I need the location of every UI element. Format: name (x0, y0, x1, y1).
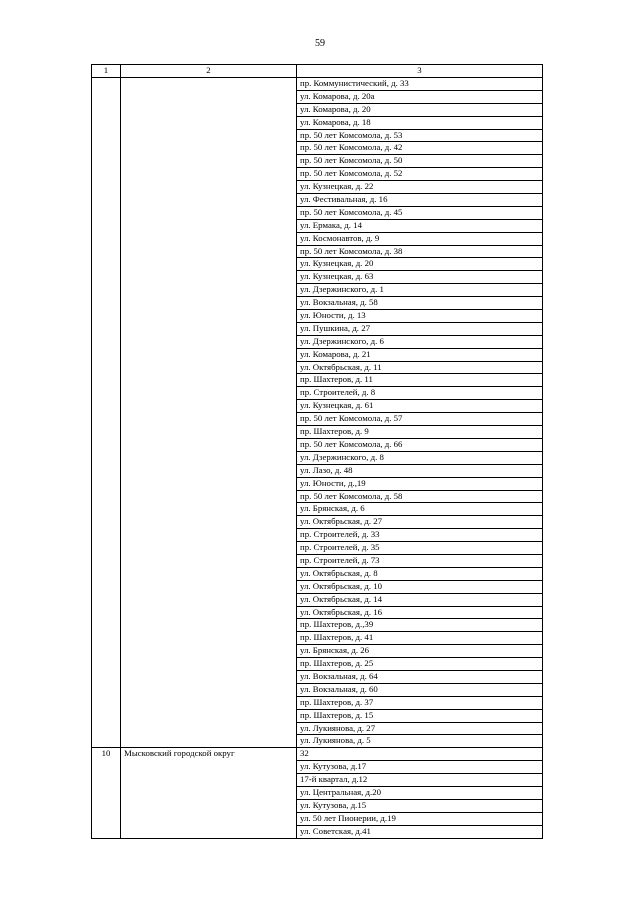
address-cell: пр. 50 лет Комсомола, д. 38 (297, 245, 543, 258)
district-cell (121, 78, 297, 748)
address-cell: ул. Октябрьская, д. 8 (297, 567, 543, 580)
address-cell: пр. 50 лет Комсомола, д. 53 (297, 129, 543, 142)
header-col-2: 2 (121, 65, 297, 78)
address-cell: ул. Центральная, д.20 (297, 786, 543, 799)
address-cell: ул. Вокзальная, д. 58 (297, 297, 543, 310)
address-cell: ул. Кузнецкая, д. 20 (297, 258, 543, 271)
table-row (92, 78, 543, 91)
address-cell: пр. 50 лет Комсомола, д. 52 (297, 168, 543, 181)
address-cell: пр. Шахтеров, д. 11 (297, 374, 543, 387)
page-number: 59 (315, 38, 325, 49)
address-cell: пр. 50 лет Комсомола, д. 50 (297, 155, 543, 168)
address-cell: ул. Фестивальная, д. 16 (297, 194, 543, 207)
address-table (91, 64, 543, 839)
address-cell: ул. Комарова, д. 20а (297, 90, 543, 103)
address-cell: ул. Октябрьская, д. 16 (297, 606, 543, 619)
address-cell: пр. Строителей, д. 8 (297, 387, 543, 400)
address-cell: ул. Дзержинского, д. 1 (297, 284, 543, 297)
address-cell: пр. Шахтеров, д. 37 (297, 696, 543, 709)
address-cell: пр. 50 лет Комсомола, д. 57 (297, 413, 543, 426)
district-cell: Мысковский городской округ (121, 748, 297, 838)
address-cell: ул. Октябрьская, д. 14 (297, 593, 543, 606)
address-cell: пр. Шахтеров, д. 15 (297, 709, 543, 722)
address-cell: пр. Шахтеров, д.,39 (297, 619, 543, 632)
address-cell: ул. Кузнецкая, д. 61 (297, 400, 543, 413)
address-cell: 17-й квартал, д.12 (297, 774, 543, 787)
address-cell: ул. Кутузова, д.15 (297, 799, 543, 812)
address-cell: пр. 50 лет Комсомола, д. 66 (297, 438, 543, 451)
address-cell: ул. Кузнецкая, д. 63 (297, 271, 543, 284)
address-cell: ул. Дзержинского, д. 8 (297, 451, 543, 464)
header-col-1: 1 (92, 65, 121, 78)
address-cell: ул. Вокзальная, д. 64 (297, 670, 543, 683)
address-cell: ул. Октябрьская, д. 10 (297, 580, 543, 593)
row-number-cell: 10 (92, 748, 121, 838)
address-cell: ул. Лукиянова, д. 27 (297, 722, 543, 735)
address-cell: ул. Кутузова, д.17 (297, 761, 543, 774)
address-cell: ул. Ермака, д. 14 (297, 219, 543, 232)
address-cell: ул. Комарова, д. 21 (297, 348, 543, 361)
header-row (92, 65, 543, 78)
address-cell: ул. Пушкина, д. 27 (297, 322, 543, 335)
address-cell: ул. Лазо, д. 48 (297, 464, 543, 477)
address-cell: ул. Брянская, д. 26 (297, 645, 543, 658)
address-cell: ул. 50 лет Пионерии, д.19 (297, 812, 543, 825)
address-cell: пр. 50 лет Комсомола, д. 45 (297, 206, 543, 219)
table-row (92, 748, 543, 761)
address-cell: ул. Советская, д.41 (297, 825, 543, 838)
address-cell: ул. Комарова, д. 20 (297, 103, 543, 116)
address-cell: пр. Строителей, д. 35 (297, 542, 543, 555)
header-col-3: 3 (297, 65, 543, 78)
count-cell: 32 (297, 748, 543, 761)
address-cell: ул. Вокзальная, д. 60 (297, 683, 543, 696)
address-cell: пр. Строителей, д. 73 (297, 554, 543, 567)
address-cell: ул. Кузнецкая, д. 22 (297, 181, 543, 194)
address-cell: пр. Шахтеров, д. 25 (297, 658, 543, 671)
address-cell: пр. Строителей, д. 33 (297, 529, 543, 542)
address-cell: ул. Юности, д.,19 (297, 477, 543, 490)
address-cell: ул. Лукиянова, д. 5 (297, 735, 543, 748)
address-cell: ул. Октябрьская, д. 11 (297, 361, 543, 374)
address-cell: ул. Октябрьская, д. 27 (297, 516, 543, 529)
address-cell: ул. Космонавтов, д. 9 (297, 232, 543, 245)
address-cell: пр. Коммунистический, д. 33 (297, 78, 543, 91)
address-cell: ул. Комарова, д. 18 (297, 116, 543, 129)
address-cell: ул. Юности, д. 13 (297, 310, 543, 323)
row-number-cell (92, 78, 121, 748)
address-cell: пр. Шахтеров, д. 41 (297, 632, 543, 645)
address-cell: пр. 50 лет Комсомола, д. 42 (297, 142, 543, 155)
address-cell: пр. Шахтеров, д. 9 (297, 426, 543, 439)
address-cell: ул. Брянская, д. 6 (297, 503, 543, 516)
address-cell: пр. 50 лет Комсомола, д. 58 (297, 490, 543, 503)
address-cell: ул. Дзержинского, д. 6 (297, 335, 543, 348)
